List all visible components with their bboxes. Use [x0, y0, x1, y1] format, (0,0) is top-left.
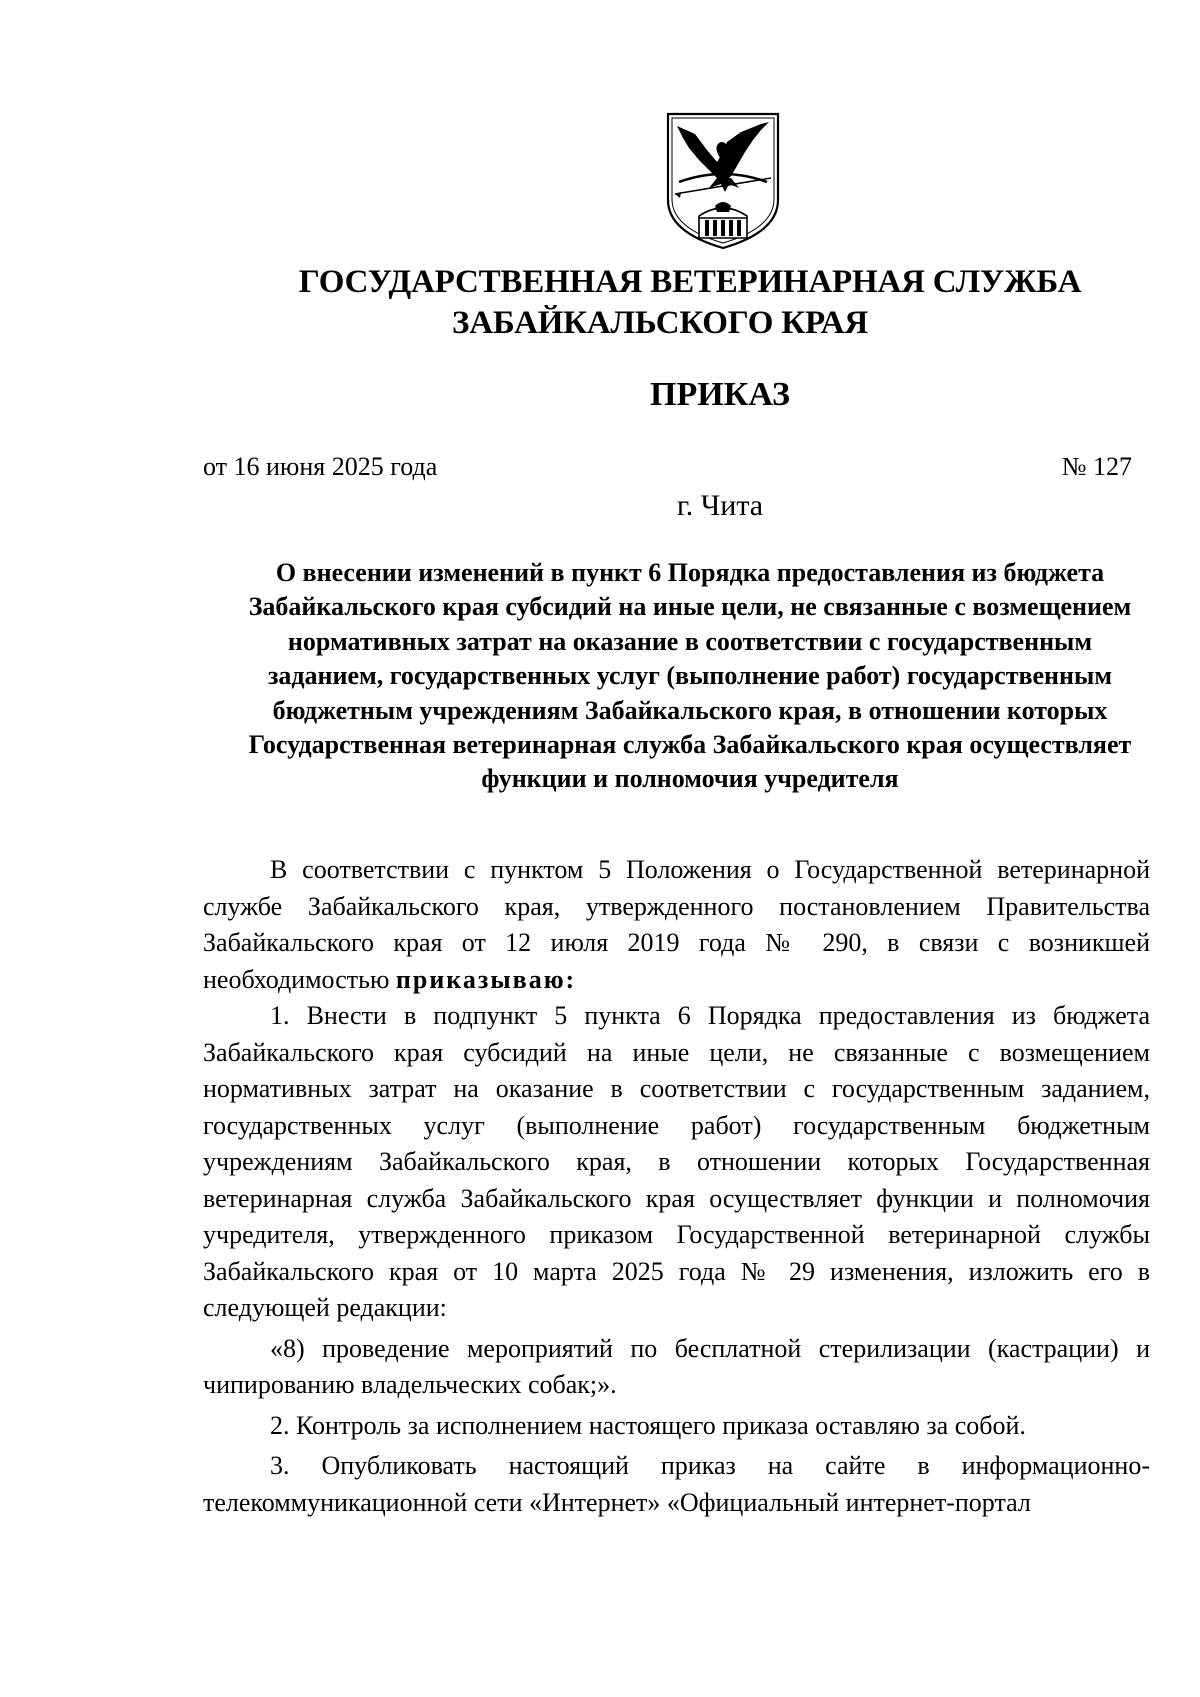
document-date: от 16 июня 2025 года	[203, 452, 438, 481]
organization-title	[200, 262, 1120, 344]
organization-title-line1: ГОСУДАРСТВЕННАЯ ВЕТЕРИНАРНАЯ СЛУЖБА	[298, 264, 1082, 300]
document-subject: О внесении изменений в пункт 6 Порядка предоставления из бюджета Забайкальского края субсидий на иные цели, не связанные с возмещением нормативных затрат на оказание в соответствии с государственным заданием, государственных услуг (выполнение работ) государственным бюджетным учреждениям Забайкальского края, в отношении которых Государственная ветеринарная служба Забайкальского края осуществляет функции и полномочия учредителя	[248, 558, 1132, 794]
document-type: ПРИКАЗ	[650, 376, 790, 413]
preamble-text: В соответствии с пунктом 5 Положения о Государственной ветеринарной службе Забайкальского края, утвержденного постановлением Правительства Забайкальского края от 12 июля 2019 года № 290, в связи с возникшей необходимостью	[203, 855, 1150, 994]
item-2-paragraph: 2. Контроль за исполнением настоящего приказа оставляю за собой.	[270, 1410, 1026, 1440]
document-number: № 127	[1061, 452, 1132, 481]
item-3-paragraph: 3. Опубликовать настоящий приказ на сайте в информационно-телекоммуникационной сети «Интернет» «Официальный интернет-портал	[203, 1451, 1150, 1517]
coat-of-arms-icon	[665, 112, 781, 250]
order-word: приказываю:	[395, 964, 577, 994]
item-1-quote-paragraph: «8) проведение мероприятий по бесплатной стерилизации (кастрации) и чипированию владельческих собак;».	[203, 1333, 1150, 1399]
organization-title-line2: ЗАБАЙКАЛЬСКОГО КРАЯ	[452, 305, 868, 341]
item-1-paragraph: 1. Внести в подпункт 5 пункта 6 Порядка предоставления из бюджета Забайкальского края субсидий на иные цели, не связанные с возмещением нормативных затрат на оказание в соответствии с государственным заданием, государственных услуг (выполнение работ) государственным бюджетным учреждениям Забайкальского края, в отношении которых Государственная ветеринарная служба Забайкальского края осуществляет функции и полномочия учредителя, утвержденного приказом Государственной ветеринарной службы Забайкальского края от 10 марта 2025 года № 29 изменения, изложить его в следующей редакции:	[203, 1001, 1150, 1322]
document-body	[203, 852, 1150, 1521]
document-city: г. Чита	[676, 489, 764, 522]
preamble-paragraph	[203, 852, 1150, 998]
